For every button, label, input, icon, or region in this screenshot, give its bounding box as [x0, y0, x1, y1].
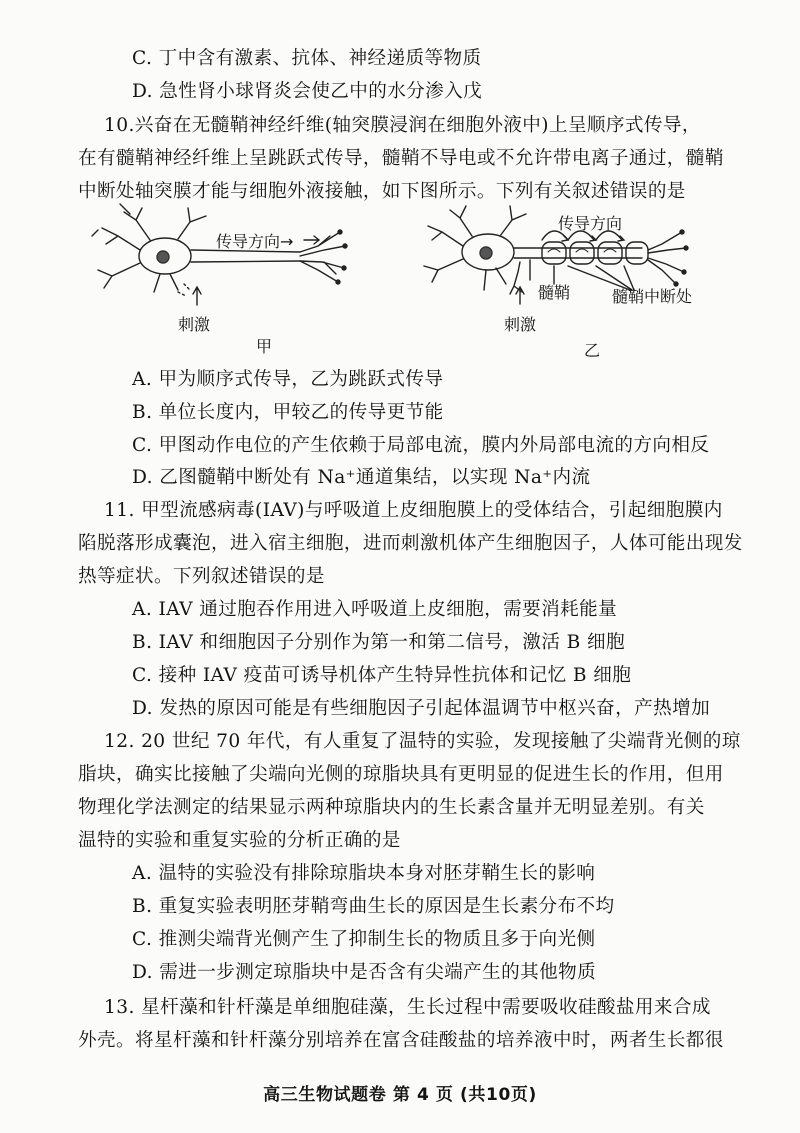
- q12-stem-line-4: 温特的实验和重复实验的分析正确的是: [78, 830, 401, 851]
- myelin-label: 髓鞘: [538, 283, 571, 302]
- q11-option-d: D. 发热的原因可能是有些细胞因子引起体温调节中枢兴奋，产热增加: [132, 698, 711, 719]
- q11-stem-line-3: 热等症状。下列叙述错误的是: [78, 566, 325, 587]
- q11-stem-line-2: 陷脱落形成囊泡，进入宿主细胞，进而刺激机体产生细胞因子，人体可能出现发: [78, 533, 743, 554]
- q9-option-c: C. 丁中含有激素、抗体、神经递质等物质: [132, 48, 482, 69]
- q11-option-b: B. IAV 和细胞因子分别作为第一和第二信号，激活 B 细胞: [132, 632, 626, 653]
- q10-stem-line-3: 中断处轴突膜才能与细胞外液接触，如下图所示。下列有关叙述错误的是: [78, 181, 686, 202]
- q12-stem-line-3: 物理化学法测定的结果显示两种琼脂块内的生长素含量并无明显差别。有关: [78, 797, 705, 818]
- q12-option-a: A. 温特的实验没有排除琼脂块本身对胚芽鞘生长的影响: [132, 863, 596, 884]
- q11-stem-line-1: 11. 甲型流感病毒(IAV)与呼吸道上皮细胞膜上的受体结合，引起细胞膜内: [104, 500, 723, 521]
- q11-option-c: C. 接种 IAV 疫苗可诱导机体产生特异性抗体和记忆 B 细胞: [132, 665, 632, 686]
- direction-label-right: 传导方向: [558, 214, 623, 233]
- figure-label-yi: 乙: [584, 341, 601, 360]
- q12-option-b: B. 重复实验表明胚芽鞘弯曲生长的原因是生长素分布不均: [132, 896, 615, 917]
- q10-option-a: A. 甲为顺序式传导，乙为跳跃式传导: [132, 369, 444, 390]
- q11-option-a: A. IAV 通过胞吞作用进入呼吸道上皮细胞，需要消耗能量: [132, 599, 618, 620]
- q10-option-d: D. 乙图髓鞘中断处有 Na⁺通道集结，以实现 Na⁺内流: [132, 467, 591, 488]
- q13-stem-line-1: 13. 星杆藻和针杆藻是单细胞硅藻，生长过程中需要吸收硅酸盐用来合成: [104, 997, 711, 1018]
- q12-stem-line-1: 12. 20 世纪 70 年代，有人重复了温特的实验，发现接触了尖端背光侧的琼: [104, 731, 741, 752]
- q9-option-d: D. 急性肾小球肾炎会使乙中的水分渗入戊: [132, 81, 483, 102]
- stimulus-label-left: 刺激: [178, 315, 211, 334]
- direction-label-left: 传导方向→: [216, 232, 294, 251]
- figure-label-jia: 甲: [256, 337, 273, 356]
- q10-option-b: B. 单位长度内，甲较乙的传导更节能: [132, 402, 444, 423]
- q13-stem-line-2: 外壳。将星杆藻和针杆藻分别培养在富含硅酸盐的培养液中时，两者生长都很: [78, 1030, 724, 1051]
- stimulus-label-right: 刺激: [504, 315, 537, 334]
- q10-option-c: C. 甲图动作电位的产生依赖于局部电流，膜内外局部电流的方向相反: [132, 435, 710, 456]
- page-footer: 高三生物试题卷 第 4 页 (共10页): [263, 1085, 537, 1105]
- q12-option-c: C. 推测尖端背光侧产生了抑制生长的物质且多于向光侧: [132, 929, 596, 950]
- q12-stem-line-2: 脂块，确实比接触了尖端向光侧的琼脂块具有更明显的促进生长的作用，但用: [78, 764, 724, 785]
- q10-stem-line-2: 在有髓鞘神经纤维上呈跳跃式传导，髓鞘不导电或不允许带电离子通过，髓鞘: [78, 148, 724, 169]
- q12-option-d: D. 需进一步测定琼脂块中是否含有尖端产生的其他物质: [132, 962, 597, 983]
- q10-stem-line-1: 10.兴奋在无髓鞘神经纤维(轴突膜浸润在细胞外液中)上呈顺序式传导，: [104, 115, 701, 136]
- node-label: 髓鞘中断处: [612, 287, 693, 306]
